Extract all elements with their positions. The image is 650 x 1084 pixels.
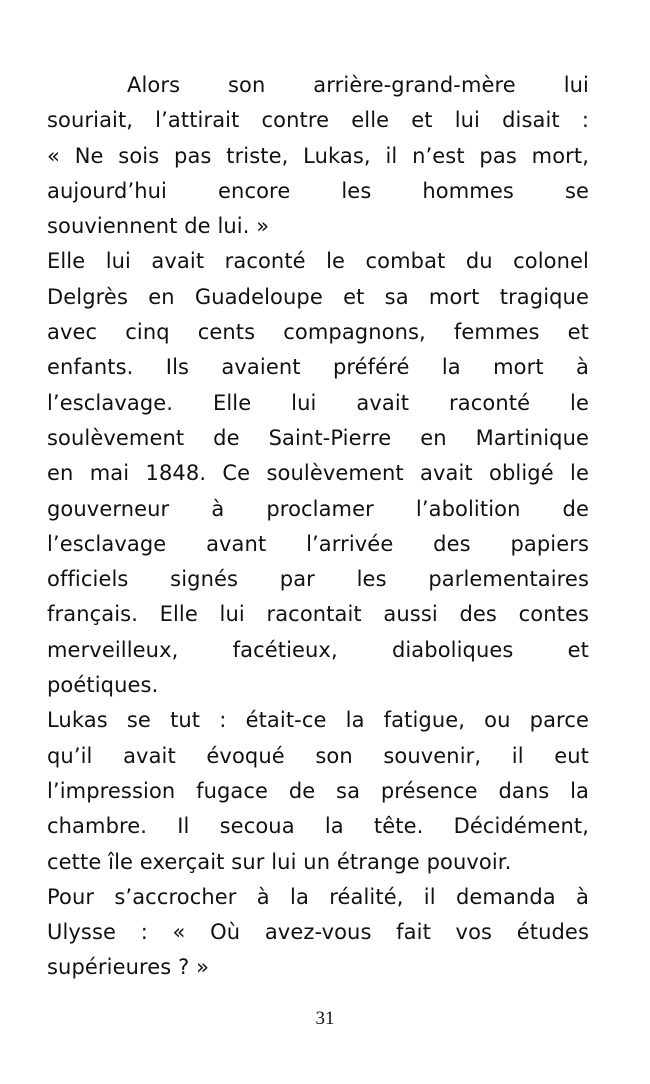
text-line: enfants. Ils avaient préféré la mort à — [47, 355, 589, 380]
text-line: « Ne sois pas triste, Lukas, il n’est pas mort, — [47, 143, 589, 168]
text-line: Pour s’accrocher à la réalité, il demanda à — [47, 884, 589, 909]
text-line: officiels signés par les parlementaires — [47, 567, 589, 592]
text-line: Elle lui avait raconté le combat du colonel — [47, 249, 589, 274]
text-line: en mai 1848. Ce soulèvement avait obligé le — [47, 461, 589, 486]
text-line: cette île exerçait sur lui un étrange pouvoir. — [47, 849, 512, 874]
text-line: souviennent de lui. » — [47, 214, 270, 239]
text-line: Alors son arrière-grand-mère lui — [127, 73, 589, 97]
text-line: chambre. Il secoua la tête. Décidément, — [47, 814, 589, 839]
text-line: supérieures ? » — [47, 955, 210, 980]
text-line: Ulysse : « Où avez-vous fait vos études — [47, 920, 589, 945]
body-text — [47, 68, 589, 986]
page-number: 31 — [315, 1008, 335, 1029]
text-line: Delgrès en Guadeloupe et sa mort tragique — [47, 284, 589, 309]
text-line: gouverneur à proclamer l’abolition de — [47, 496, 589, 521]
text-line: l’impression fugace de sa présence dans la — [47, 778, 589, 803]
text-line: souriait, l’attirait contre elle et lui disait : — [47, 108, 589, 133]
text-line: Lukas se tut : était-ce la fatigue, ou parce — [47, 708, 589, 733]
text-line: français. Elle lui racontait aussi des contes — [47, 602, 589, 627]
text-line: merveilleux, facétieux, diaboliques et — [47, 637, 589, 662]
text-line: aujourd’hui encore les hommes se — [47, 178, 589, 203]
text-line: l’esclavage. Elle lui avait raconté le — [47, 390, 589, 415]
text-line: qu’il avait évoqué son souvenir, il eut — [47, 743, 589, 768]
text-line: avec cinq cents compagnons, femmes et — [47, 320, 589, 345]
text-line: soulèvement de Saint-Pierre en Martinique — [47, 425, 589, 450]
page-body — [47, 68, 589, 986]
text-line: l’esclavage avant l’arrivée des papiers — [47, 531, 589, 556]
text-line: poétiques. — [47, 673, 159, 698]
